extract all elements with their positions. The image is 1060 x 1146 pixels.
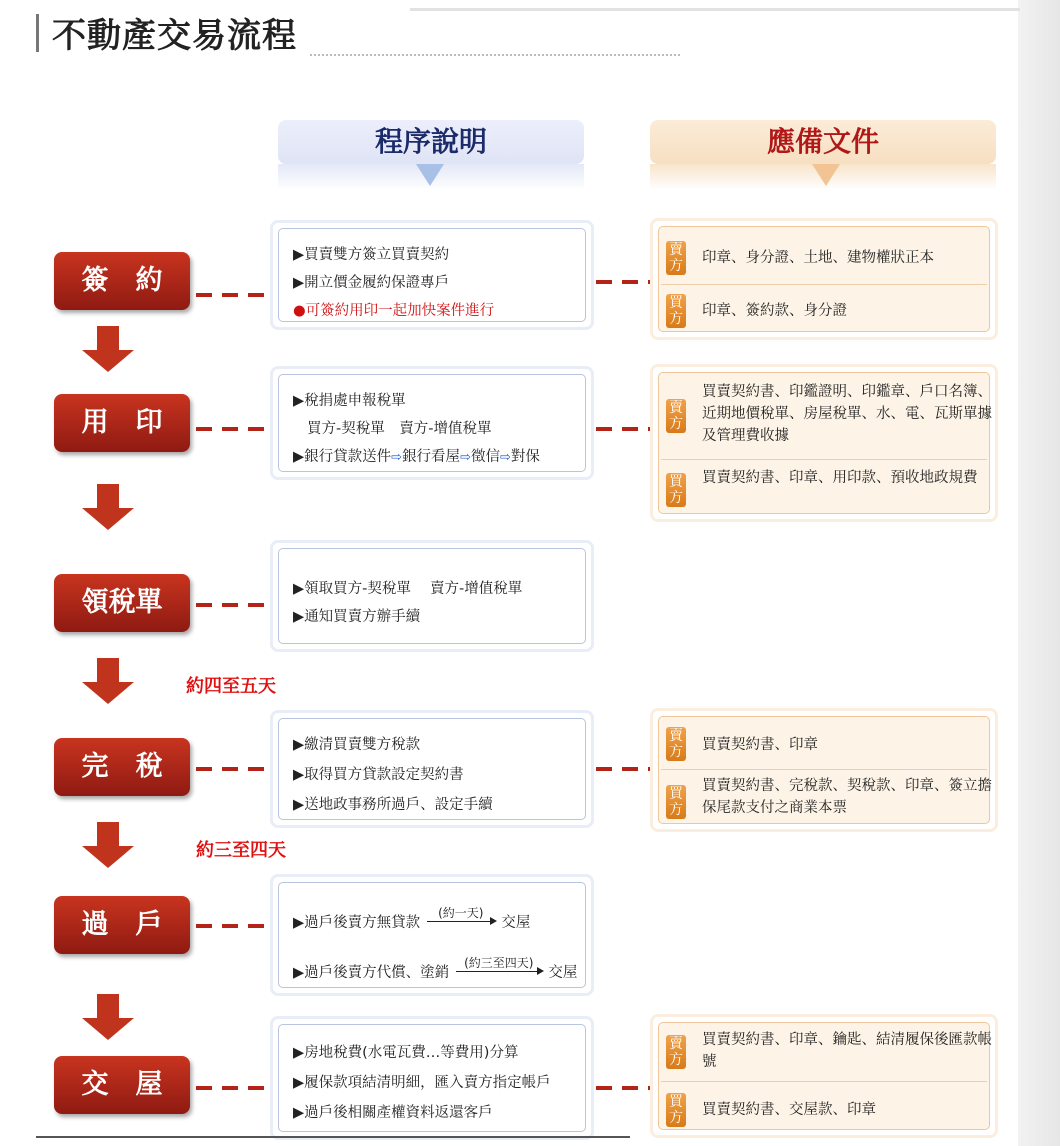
buyer-docs: 印章、簽約款、身分證: [702, 303, 847, 319]
proc-line-transfer-1: ▶過戶後賣方無貸款 (約一天) 交屋: [293, 906, 531, 931]
connector-handover-docs: [596, 1086, 652, 1090]
proc-line: ▶履保款項結清明細，匯入賣方指定帳戶: [293, 1075, 551, 1091]
connector-seal-docs: [596, 427, 652, 431]
arrow-with-label: (約三至四天): [456, 957, 542, 972]
buyer-tag: 買方: [666, 1093, 686, 1127]
seller-tag: 賣方: [666, 241, 686, 275]
buyer-tag: 買方: [666, 785, 686, 819]
top-rule: [410, 8, 1020, 11]
page-title: 不動產交易流程: [52, 16, 297, 56]
proc-line: 買方-契稅單 賣方-增值稅單: [307, 421, 492, 437]
connector-seal-proc: [196, 427, 274, 431]
proc-line: ▶房地稅費(水電瓦費…等費用)分算: [293, 1045, 519, 1061]
connector-taxpaid-proc: [196, 767, 274, 771]
step-tax-paid: 完 稅: [54, 738, 190, 796]
connector-handover-proc: [196, 1086, 274, 1090]
step-sign: 簽 約: [54, 252, 190, 310]
step-handover: 交 屋: [54, 1056, 190, 1114]
documents-box-sign: [650, 218, 998, 340]
buyer-tag: 買方: [666, 473, 686, 507]
documents-header: 應備文件: [650, 120, 996, 164]
documents-box-handover: [650, 1014, 998, 1138]
title-accent: [36, 14, 39, 52]
procedure-header: 程序說明: [278, 120, 584, 164]
connector-taxpaid-docs: [596, 767, 652, 771]
connector-sign-proc: [196, 293, 274, 297]
proc-line-note: ●可簽約用印一起加快案件進行: [293, 303, 495, 319]
connector-transfer-proc: [196, 924, 274, 928]
proc-line: ▶送地政事務所過戶、設定手續: [293, 797, 493, 813]
bottom-rule: [36, 1136, 630, 1138]
proc-line: ▶通知買賣方辦手續: [293, 609, 421, 625]
proc-line: ▶繳清買賣雙方稅款: [293, 737, 421, 753]
procedure-box-tax-bill: [270, 540, 594, 652]
seller-tag: 賣方: [666, 727, 686, 761]
buyer-tag: 買方: [666, 294, 686, 328]
procedure-box-seal: [270, 366, 594, 480]
buyer-docs: 買賣契約書、完稅款、契稅款、印章、簽立擔保尾款支付之商業本票: [702, 778, 992, 816]
proc-line: ▶稅捐處申報稅單: [293, 393, 406, 409]
proc-line: ▶開立價金履約保證專戶: [293, 275, 450, 291]
seller-tag: 賣方: [666, 399, 686, 433]
procedure-box-transfer: [270, 874, 594, 996]
step-transfer: 過 戶: [54, 896, 190, 954]
proc-line-loan: ▶銀行貸款送件⇨銀行看屋⇨徵信⇨對保: [293, 449, 540, 465]
duration-label: 約四至五天: [186, 676, 276, 697]
documents-box-tax-paid: [650, 708, 998, 832]
proc-line-transfer-2: ▶過戶後賣方代償、塗銷 (約三至四天) 交屋: [293, 956, 578, 981]
seller-docs: 買賣契約書、印章: [702, 737, 818, 753]
seller-docs: 印章、身分證、土地、建物權狀正本: [702, 250, 934, 266]
right-shade: [1018, 0, 1060, 1146]
connector-taxbill-proc: [196, 603, 274, 607]
step-seal: 用 印: [54, 394, 190, 452]
title-dotted-rule: [310, 54, 680, 56]
arrow-with-label: (約一天): [427, 907, 495, 922]
proc-line: ▶買賣雙方簽立買賣契約: [293, 247, 450, 263]
step-tax-bill: 領稅單: [54, 574, 190, 632]
seller-docs: 買賣契約書、印鑑證明、印鑑章、戶口名簿、近期地價稅單、房屋稅單、水、電、瓦斯單據及管理費收據: [702, 384, 992, 444]
documents-box-seal: [650, 364, 998, 522]
procedure-box-handover: [270, 1016, 594, 1140]
procedure-box-tax-paid: [270, 710, 594, 828]
seller-docs: 買賣契約書、印章、鑰匙、結清履保後匯款帳號: [702, 1032, 992, 1070]
procedure-header-arrow-icon: [416, 164, 444, 186]
documents-header-arrow-icon: [812, 164, 840, 186]
buyer-docs: 買賣契約書、印章、用印款、預收地政規費: [702, 470, 978, 486]
proc-line: ▶取得買方貸款設定契約書: [293, 767, 464, 783]
proc-line: ▶過戶後相關產權資料返還客戶: [293, 1105, 493, 1121]
proc-line: ▶領取買方-契稅單 賣方-增值稅單: [293, 581, 523, 597]
procedure-box-sign: [270, 220, 594, 330]
buyer-docs: 買賣契約書、交屋款、印章: [702, 1102, 876, 1118]
seller-tag: 賣方: [666, 1035, 686, 1069]
duration-label: 約三至四天: [196, 840, 286, 861]
connector-sign-docs: [596, 280, 652, 284]
